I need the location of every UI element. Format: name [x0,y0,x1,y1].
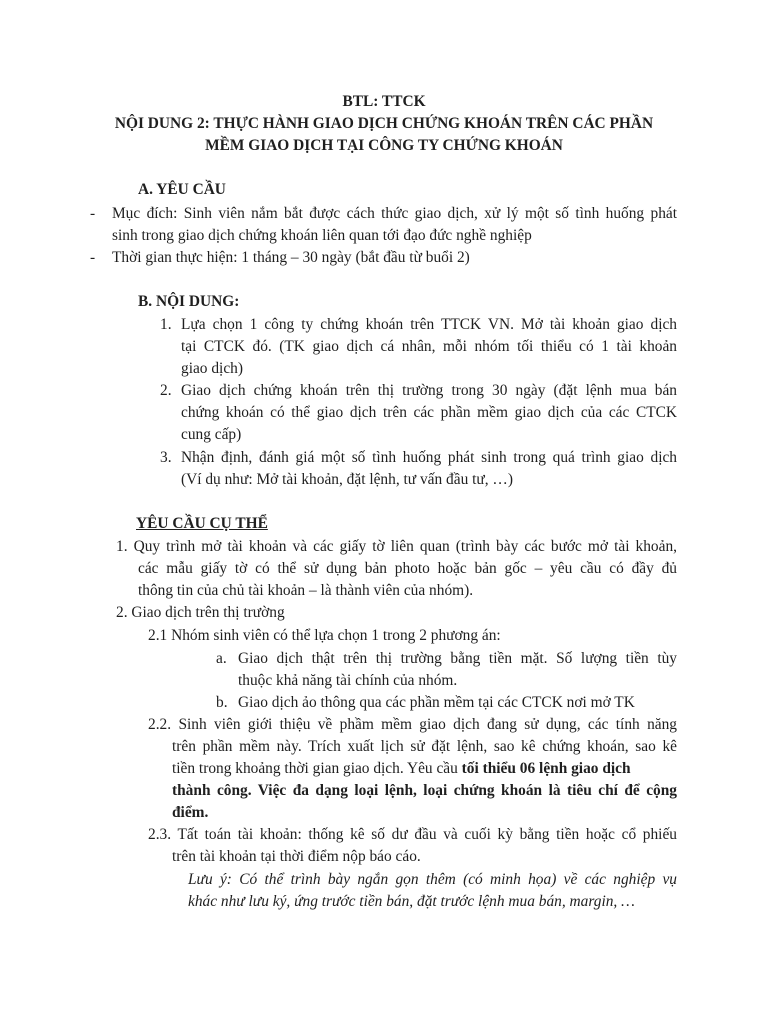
option-line: Giao dịch ảo thông qua các phần mềm tại các CTCK nơi mở TK [238,694,635,711]
list-item-line: giao dịch) [181,360,243,377]
subsection-2-3-line: trên tài khoản tại thời điểm nộp báo cáo. [172,848,421,865]
bullet-text-line: Mục đích: Sinh viên nắm bắt được cách thức giao dịch, xử lý một số tình huống phát [112,205,677,222]
bullet-text-line: Thời gian thực hiện: 1 tháng – 30 ngày (bắt đầu từ buổi 2) [112,249,470,266]
subsection-2-1: 2.1 Nhóm sinh viên có thể lựa chọn 1 trong 2 phương án: [148,627,501,644]
requirement-1-line: 1. Quy trình mở tài khoản và các giấy tờ liên quan (trình bày các bước mở tài khoản, [116,538,677,555]
list-item-line: Giao dịch chứng khoán trên thị trường trong 30 ngày (đặt lệnh mua bán [181,382,677,399]
list-item-line: chứng khoán có thể giao dịch trên các phần mềm giao dịch của các CTCK [181,404,677,421]
document-subtitle-line-2: MỀM GIAO DỊCH TẠI CÔNG TY CHỨNG KHOÁN [205,137,563,154]
list-number: 3. [160,449,172,466]
option-marker: a. [216,650,227,667]
note-line: Lưu ý: Có thể trình bày ngắn gọn thêm (có minh họa) về các nghiệp vụ [188,871,677,888]
specific-requirements-heading: YÊU CẦU CỤ THỂ [136,515,268,532]
list-number: 2. [160,382,172,399]
list-item-line: Lựa chọn 1 công ty chứng khoán trên TTCK VN. Mở tài khoản giao dịch [181,316,677,333]
requirement-1-line: thông tin của chủ tài khoản – là thành viên của nhóm). [138,582,474,599]
document-subtitle-line-1: NỘI DUNG 2: THỰC HÀNH GIAO DỊCH CHỨNG KHOÁN TRÊN CÁC PHẦN [114,115,654,132]
requirement-1-line: các mẫu giấy tờ có thể sử dụng bản photo hoặc bản gốc – yêu cầu có đầy đủ [138,560,677,577]
subsection-2-2-emphasis: tối thiểu 06 lệnh giao dịch [461,760,631,777]
bullet-text-line: sinh trong giao dịch chứng khoán liên quan tới đạo đức nghề nghiệp [112,227,532,244]
requirement-2-heading: 2. Giao dịch trên thị trường [116,604,285,621]
list-item-line: Nhận định, đánh giá một số tình huống phát sinh trong quá trình giao dịch [181,449,677,466]
subsection-2-2-emphasis-line: thành công. Việc đa dạng loại lệnh, loại chứng khoán là tiêu chí để cộng [172,782,677,799]
subsection-2-2-line: trên phần mềm này. Trích xuất lịch sử đặt lệnh, sao kê chứng khoán, sao kê [172,738,677,755]
subsection-2-2-line: 2.2. Sinh viên giới thiệu về phầm mềm giao dịch đang sử dụng, các tính năng [148,716,677,733]
option-marker: b. [216,694,228,711]
section-b-heading: B. NỘI DUNG: [138,293,240,310]
section-a-heading: A. YÊU CẦU [138,181,226,198]
bullet-marker: - [90,249,96,266]
list-item-line: (Ví dụ như: Mở tài khoản, đặt lệnh, tư vấn đầu tư, …) [181,471,513,488]
subsection-2-2-line [172,758,631,780]
list-item-line: tại CTCK đó. (TK giao dịch cá nhân, mỗi nhóm tối thiểu có 1 tài khoản [181,338,677,355]
list-item-line: cung cấp) [181,426,242,443]
document-title: BTL: TTCK [342,93,426,110]
list-number: 1. [160,316,172,333]
subsection-2-2-emphasis-line: điểm. [172,804,209,821]
subsection-2-2-text: tiền trong khoảng thời gian giao dịch. Yêu cầu [172,760,462,777]
note-line: khác như lưu ký, ứng trước tiền bán, đặt trước lệnh mua bán, margin, … [188,893,635,910]
subsection-2-3-line: 2.3. Tất toán tài khoản: thống kê số dư đầu và cuối kỳ bằng tiền hoặc cổ phiếu [148,826,677,843]
option-line: thuộc khả năng tài chính của nhóm. [238,672,458,689]
bullet-marker: - [90,205,96,222]
option-line: Giao dịch thật trên thị trường bằng tiền mặt. Số lượng tiền tùy [238,650,677,667]
